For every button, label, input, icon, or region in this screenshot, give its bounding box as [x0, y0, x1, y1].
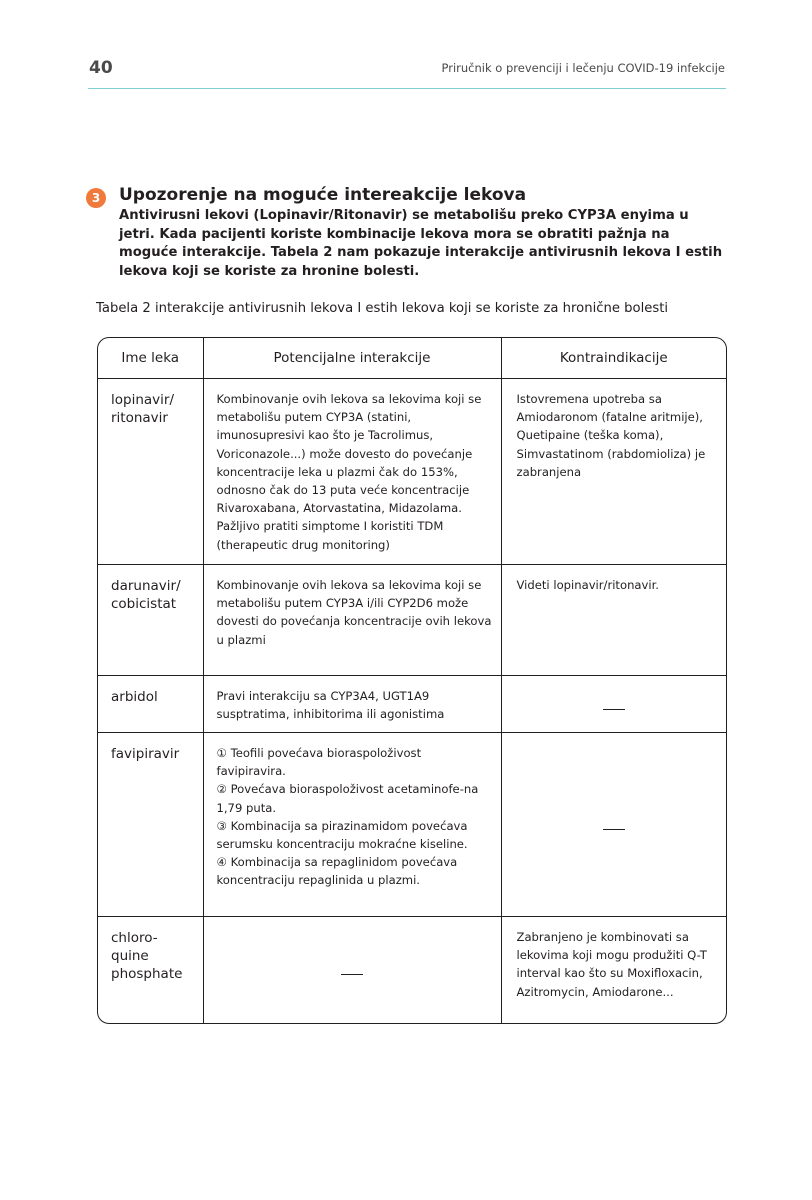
contraindications-cell-empty — [501, 733, 726, 917]
contraindications-cell-empty — [501, 676, 726, 733]
interaction-item: ② Povećava bioraspoloživost acetaminofe-na 1,79 puta. — [216, 782, 479, 815]
table-caption: Tabela 2 interakcije antivirusnih lekova I estih lekova koji se koriste za hronične bolesti — [96, 301, 669, 316]
drug-name-cell: lopinavir/ ritonavir — [98, 379, 203, 565]
contraindications-cell: Zabranjeno je kombinovati sa lekovima koji mogu produžiti Q-T interval kao što su Moxifloxacin, Azitromycin, Amiodarone... — [501, 917, 726, 1023]
column-header-contraindications: Kontraindikacije — [501, 338, 726, 379]
header-divider — [88, 88, 726, 89]
interaction-item: ③ Kombinacija sa pirazinamidom povećava serumsku koncentraciju mokraćne kiseline. — [216, 818, 468, 852]
empty-dash — [603, 709, 625, 710]
interactions-cell: Kombinovanje ovih lekova sa lekovima koji se metabolišu putem CYP3A (statini, imunosupresivi kao što je Tacrolimus, Voriconazole...) može dovesto do povećanje koncentracije leka u plazmi čak do 153%, odnosno čak do 13 puta veće koncentracije Rivaroxabana, Atorvastatina, Midazolama. Pažljivo pratiti simptome I koristiti TDM (therapeutic drug monitoring) — [203, 379, 501, 565]
table-row — [98, 676, 726, 733]
page-number: 40 — [89, 58, 113, 78]
drug-name-cell: darunavir/ cobicistat — [98, 565, 203, 676]
column-header-interactions: Potencijalne interakcije — [203, 338, 501, 379]
section-body: Antivirusni lekovi (Lopinavir/Ritonavir) se metabolišu preko CYP3A enyima u jetri. Kada pacijenti koriste kombinacije lekova mora se obratiti pažnja na moguće interakcije. Tabela 2 nam pokazuje interakcije antivirusnih lekova I estih lekova koji se koriste za hronine bolesti. — [119, 208, 723, 279]
table-row — [98, 379, 726, 565]
table-row — [98, 917, 726, 1023]
interaction-item: ④ Kombinacija sa repaglinidom povećava koncentraciju repaglinida u plazmi. — [216, 855, 458, 888]
contraindications-cell: Videti lopinavir/ritonavir. — [501, 565, 726, 676]
empty-dash — [603, 829, 625, 830]
section-title: Upozorenje na moguće intereakcije lekova — [119, 185, 527, 205]
interactions-cell-empty — [203, 917, 501, 1023]
section-number-badge: 3 — [86, 188, 106, 208]
drug-name-cell: favipiravir — [98, 733, 203, 917]
column-header-drug-name: Ime leka — [98, 338, 203, 379]
table-row — [98, 565, 726, 676]
interactions-table — [97, 337, 727, 1024]
empty-dash — [341, 974, 363, 975]
interactions-cell: Pravi interakciju sa CYP3A4, UGT1A9 susptratima, inhibitorima ili agonistima — [203, 676, 501, 733]
running-header: Priručnik o prevenciji i lečenju COVID-19 infekcije — [441, 61, 725, 75]
contraindications-cell: Istovremena upotreba sa Amiodaronom (fatalne aritmije), Quetipaine (teška koma), Simvastatinom (rabdomioliza) je zabranjena — [501, 379, 726, 565]
table-row — [98, 733, 726, 917]
table-header-row — [98, 338, 726, 379]
interactions-cell: Kombinovanje ovih lekova sa lekovima koji se metabolišu putem CYP3A i/ili CYP2D6 može dovesti do povećanja koncentracije ovih lekova u plazmi — [203, 565, 501, 676]
drug-name-cell: chloro- quine phosphate — [98, 917, 203, 1023]
drug-name-cell: arbidol — [98, 676, 203, 733]
interactions-cell — [203, 733, 501, 917]
interaction-item: ① Teofili povećava bioraspoloživost favipiravira. — [216, 746, 422, 779]
